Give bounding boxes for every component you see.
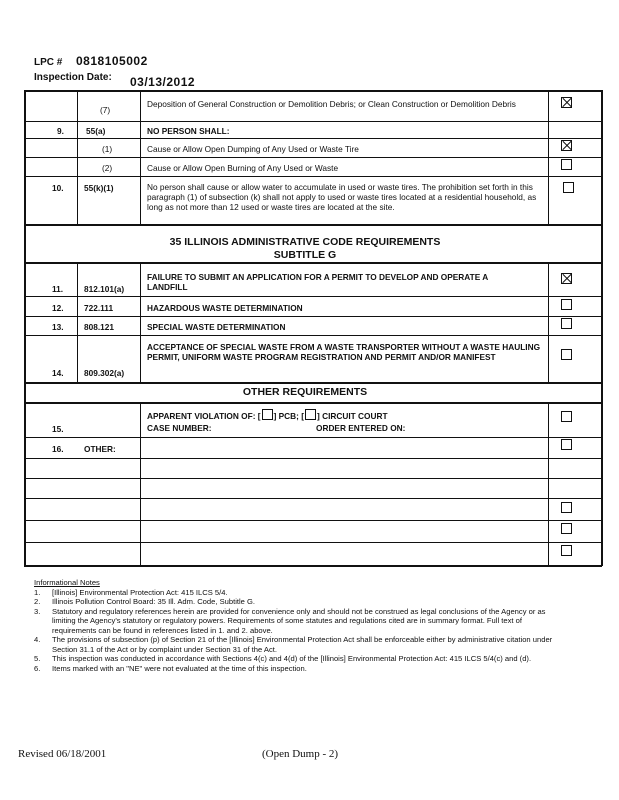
note-item: 2. Illinois Pollution Control Board: 35 Ill. Adm. Code, Subtitle G. — [34, 597, 256, 606]
row-9-2-sub: (2) — [102, 163, 113, 173]
row-13-num: 13. — [52, 322, 64, 332]
row-7-checkbox[interactable] — [561, 97, 572, 108]
row-16-num: 16. — [52, 444, 64, 454]
note-item: 1. [Illinois] Environmental Protection Act: 415 ILCS 5/4. — [34, 587, 228, 597]
row-11-num: 11. — [52, 284, 64, 294]
row-9-text: NO PERSON SHALL: — [147, 126, 230, 136]
note-item: 6. Items marked with an "NE" were not evaluated at the time of this inspection. — [34, 663, 307, 673]
note-item: 3. Statutory and regulatory references herein are provided for convenience only and should not be construed as legal conclusions of the Agency or as limiting the Agency's statutory or regulatory powers. Requirements of some statutes and regulations cited are in summary format. Full text of requirements can be found in references listed in 1. and 2. above. — [34, 606, 546, 635]
other-checkbox-2[interactable] — [561, 502, 572, 513]
row-16-other: OTHER: — [84, 444, 116, 454]
row-15-apparent-line: APPARENT VIOLATION OF: [ ] PCB; [ ] CIRCUIT COURT — [147, 411, 388, 421]
row-11-cite: 812.101(a) — [84, 284, 125, 294]
row-7-sub: (7) — [100, 105, 111, 115]
row-15-num: 15. — [52, 424, 64, 434]
row-10-num: 10. — [52, 183, 64, 193]
row-10-checkbox[interactable] — [563, 182, 574, 193]
row-13-checkbox[interactable] — [561, 318, 572, 329]
code-section-subtitle: SUBTITLE G — [273, 249, 337, 261]
row-9-1-text: Cause or Allow Open Dumping of Any Used or Waste Tire — [147, 144, 359, 154]
row-9-num: 9. — [57, 126, 64, 136]
case-number-label: CASE NUMBER: — [147, 423, 212, 433]
circuit-court-label: CIRCUIT COURT — [322, 411, 388, 421]
informational-notes — [34, 578, 554, 673]
code-section-title: 35 ILLINOIS ADMINISTRATIVE CODE REQUIREMENTS — [169, 236, 441, 248]
row-13-cite: 808.121 — [84, 322, 114, 332]
row-14-cite: 809.302(a) — [84, 368, 125, 378]
row-11-text: FAILURE TO SUBMIT AN APPLICATION FOR A PERMIT TO DEVELOP AND OPERATE A LANDFILL — [147, 272, 488, 292]
circuit-court-checkbox[interactable] — [305, 409, 316, 420]
other-checkbox-3[interactable] — [561, 523, 572, 534]
row-14-checkbox[interactable] — [561, 349, 572, 360]
row-9-1-checkbox[interactable] — [561, 140, 572, 151]
row-12-num: 12. — [52, 303, 64, 313]
order-entered-label: ORDER ENTERED ON: — [316, 423, 406, 433]
inspection-date-label: Inspection Date: — [34, 72, 112, 83]
row-14-text: ACCEPTANCE OF SPECIAL WASTE FROM A WASTE TRANSPORTER WITHOUT A WASTE HAULING PERMIT, UNIFORM WASTE PROGRAM REGISTRATION AND PERMIT AND/OR MANIFEST — [147, 342, 541, 362]
revised-date: Revised 06/18/2001 — [18, 748, 107, 760]
row-9-cite: 55(a) — [86, 126, 106, 136]
apparent-violation-label: APPARENT VIOLATION OF: — [147, 411, 256, 421]
row-9-1-sub: (1) — [102, 144, 113, 154]
inspection-date: 03/13/2012 — [130, 75, 196, 89]
note-item: 5. This inspection was conducted in accordance with Sections 4(c) and 4(d) of the [Illinois] Environmental Protection Act: 415 ILCS 5/4(c) and (d). — [34, 654, 532, 663]
row-11-checkbox[interactable] — [561, 273, 572, 284]
row-12-checkbox[interactable] — [561, 299, 572, 310]
row-14-num: 14. — [52, 368, 64, 378]
notes-heading: Informational Notes — [34, 578, 100, 587]
row-16-checkbox[interactable] — [561, 439, 572, 450]
lpc-number: 0818105002 — [76, 54, 148, 68]
lpc-label: LPC # — [34, 57, 63, 68]
other-checkbox-4[interactable] — [561, 545, 572, 556]
pcb-checkbox[interactable] — [262, 409, 273, 420]
row-15-checkbox[interactable] — [561, 411, 572, 422]
row-10-text: No person shall cause or allow water to accumulate in used or waste tires. The prohibition set forth in this paragraph (1) of subsection (k) shall not apply to used or waste tires located at a residential household, as long as not more than 12 used or waste tires are located at the site. — [147, 182, 537, 212]
note-item: 4. The provisions of subsection (p) of Section 21 of the [Illinois] Environmental Protection Act shall be enforceable either by administrative citation under Section 31.1 of the Act or by complaint under Section 31 of the Act. — [34, 635, 553, 654]
page-label: (Open Dump - 2) — [262, 748, 339, 760]
other-section-title: OTHER REQUIREMENTS — [242, 386, 368, 398]
row-7-text: Deposition of General Construction or Demolition Debris; or Clean Construction or Demolition Debris — [147, 99, 516, 109]
row-12-text: HAZARDOUS WASTE DETERMINATION — [147, 303, 303, 313]
row-10-cite: 55(k)(1) — [84, 183, 114, 193]
pcb-label: PCB; — [278, 411, 299, 421]
row-13-text: SPECIAL WASTE DETERMINATION — [147, 322, 286, 332]
row-12-cite: 722.111 — [84, 303, 114, 313]
row-9-2-text: Cause or Allow Open Burning of Any Used or Waste — [147, 163, 339, 173]
row-9-2-checkbox[interactable] — [561, 159, 572, 170]
